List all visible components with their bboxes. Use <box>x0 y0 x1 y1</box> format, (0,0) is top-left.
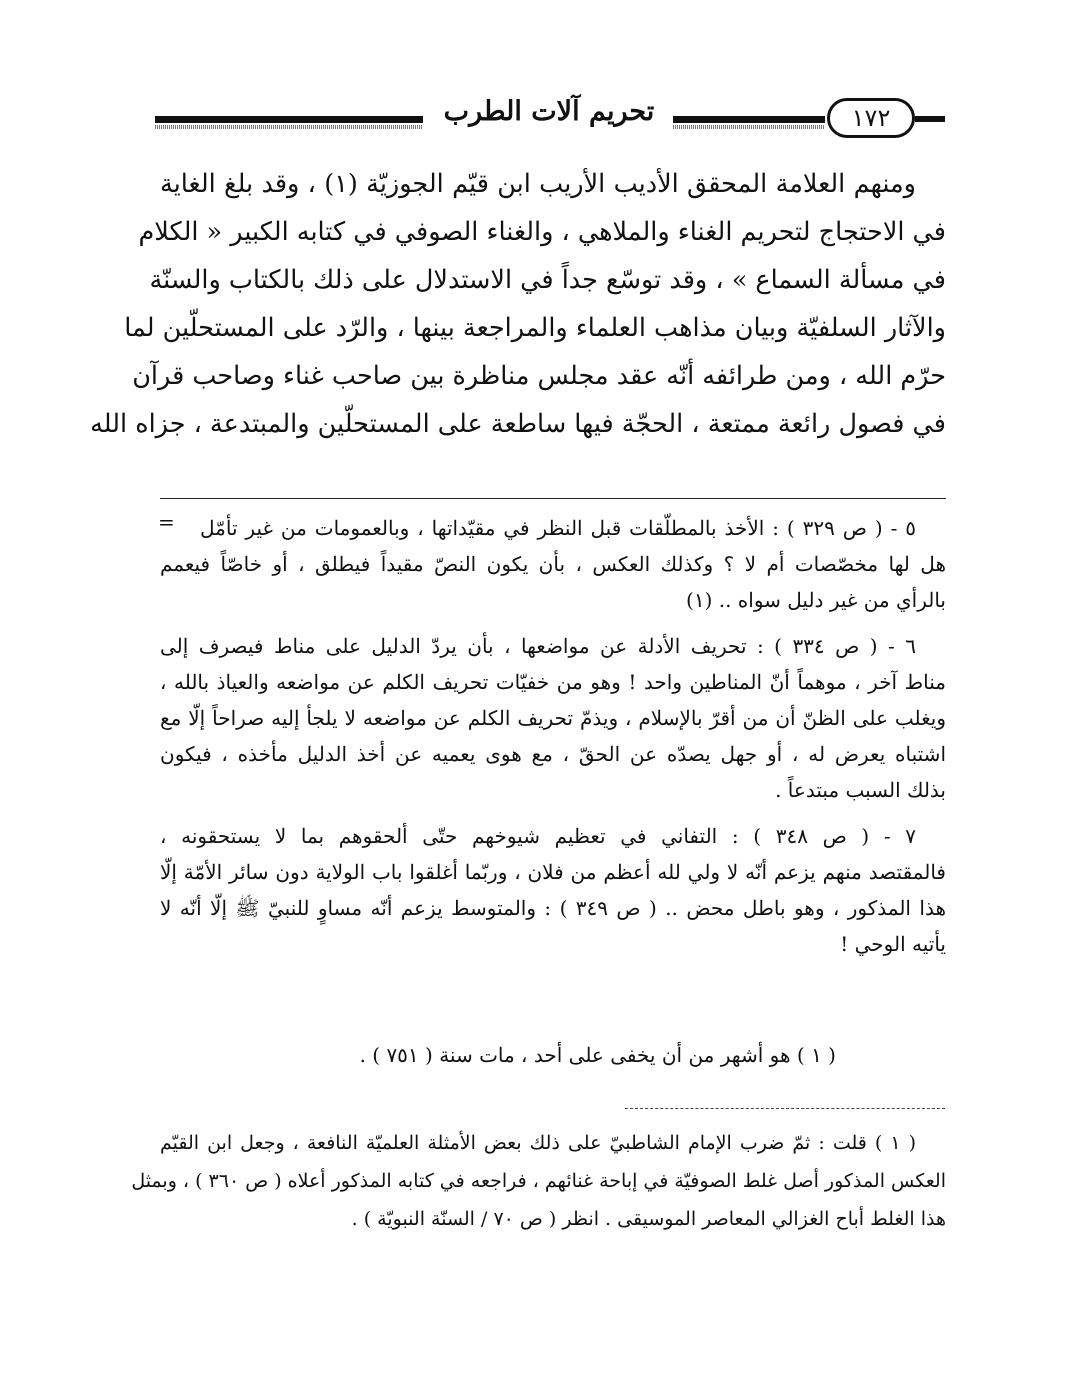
main-line: والآثار السلفيّة وبيان مذاهب العلماء والمراجعة بينها ، والرّد على المستحلّين لما <box>124 313 946 343</box>
note-line: ٦ - ( ص ٣٣٤ ) : تحريف الأدلة عن مواضعها ، بأن يردّ الدليل على مناط فيصرف إلى <box>160 634 916 658</box>
main-line: حرّم الله ، ومن طرائفه أنّه عقد مجلس مناظرة بين صاحب غناء وصاحب قرآن <box>132 361 946 391</box>
note-line: اشتباه يعرض له ، أو جهل يصدّه عن الحقّ ، مع هوى يعميه عن أخذ الدليل مأخذه ، فيكون <box>160 742 946 766</box>
continuation-marker: = <box>158 510 175 534</box>
footnote-separator-line <box>160 498 946 499</box>
note-line: بالرأي من غير دليل سواه .. (١) <box>686 588 946 612</box>
note-line: بذلك السبب مبتدعاً . <box>775 778 946 802</box>
main-line: في الاحتجاج لتحريم الغناء والملاهي ، والغناء الصوفي في كتابه الكبير « الكلام <box>138 217 946 247</box>
note-item-5 <box>160 510 946 618</box>
main-text <box>90 160 946 448</box>
main-line: ومنهم العلامة المحقق الأديب الأريب ابن قيّم الجوزيّة (١) ، وقد بلغ الغاية <box>160 169 916 199</box>
note-line: ٥ - ( ص ٣٢٩ ) : الأخذ بالمطلّقات قبل النظر في مقيّداتها ، وبالعمومات من غير تأمّل <box>200 516 917 540</box>
header-rule-left <box>155 116 423 123</box>
note-line: هل لها مخصّصات أم لا ؟ وكذلك العكس ، بأن يكون النصّ مقيداً فيطلق ، أو خاصّاً فيعمم <box>160 552 946 576</box>
running-title <box>425 96 673 127</box>
note-item-7 <box>160 818 946 962</box>
editor-note <box>131 1124 946 1238</box>
note-item-6 <box>160 628 946 808</box>
editor-note-line: العكس المذكور أصل غلط الصوفيّة في إباحة غنائهم ، فراجعه في كتابه المذكور أعلاه ( ص ٣٦٠ ) ، وبمثل <box>131 1170 946 1192</box>
note-line: يأتيه الوحي ! <box>840 932 946 956</box>
note-line: ويغلب على الظنّ أن من أقرّ بالإسلام ، ويذمّ تحريف الكلم عن مواضعه لا يلجأ إليه صراحاً إلّا مع <box>160 706 946 730</box>
dashed-separator <box>625 1108 945 1109</box>
running-title-text: تحريم آلات الطرب <box>443 96 655 127</box>
main-line: في مسألة السماع » ، وقد توسّع جداً في الاستدلال على ذلك بالكتاب والسنّة <box>149 265 946 295</box>
footnote-continuation <box>160 510 946 972</box>
header-rule-right <box>915 116 945 122</box>
note-line: هذا المذكور ، وهو باطل محض .. ( ص ٣٤٩ ) : والمتوسط يزعم أنّه مساوٍ للنبيّ ﷺ إلّا أنّه لا <box>160 896 946 920</box>
main-line: في فصول رائعة ممتعة ، الحجّة فيها ساطعة على المستحلّين والمبتدعة ، جزاه الله <box>90 409 946 439</box>
editor-note-line: ( ١ ) قلت : ثمّ ضرب الإمام الشاطبيّ على ذلك بعض الأمثلة العلميّة النافعة ، وجعل ابن القيّم <box>160 1132 917 1154</box>
editor-note-line: هذا الغلط أباح الغزالي المعاصر الموسيقى . انظر ( ص ٧٠ / السنّة النبويّة ) . <box>351 1208 946 1230</box>
page-number: ١٧٢ <box>827 98 915 138</box>
note-line: فالمقتصد منهم يزعم أنّه لا ولي لله أعظم من فلان ، وربّما أغلقوا باب الولاية دون سائر الأمّة إلّا <box>160 860 946 884</box>
footnote-1: ( ١ ) هو أشهر من أن يخفى على أحد ، مات سنة ( ٧٥١ ) . <box>359 1043 836 1067</box>
note-line: ٧ - ( ص ٣٤٨ ) : التفاني في تعظيم شيوخهم حتّى ألحقوهم بما لا يستحقونه ، <box>160 824 916 848</box>
header-rule-middle <box>673 116 825 123</box>
note-line: مناط آخر ، موهماً أنّ المناطين واحد ! وهو من خفيّات تحريف الكلم عن مواضعه والعياذ بالله ، <box>160 670 946 694</box>
page-header <box>155 92 945 142</box>
